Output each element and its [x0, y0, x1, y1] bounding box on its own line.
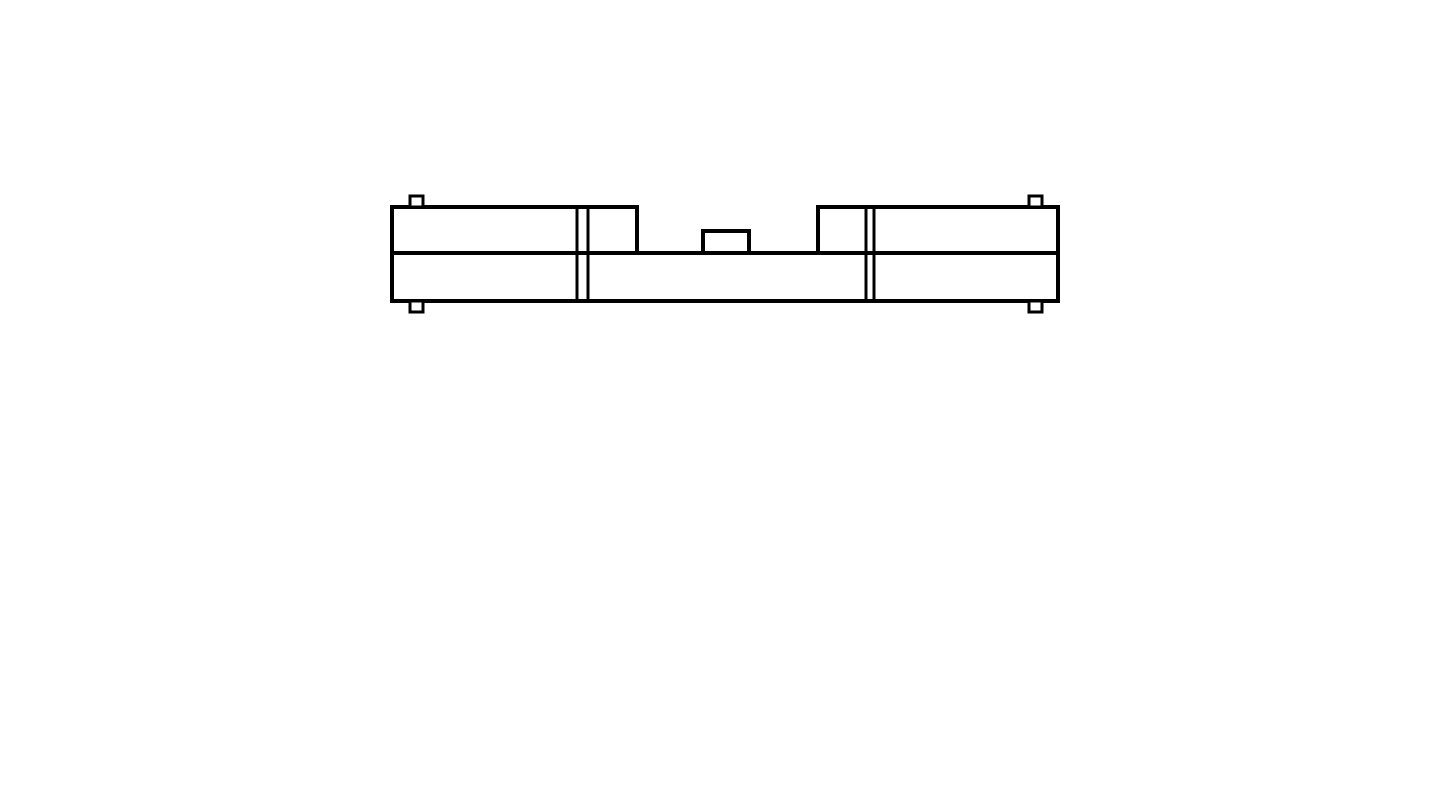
mount-tab-right-top — [1029, 196, 1042, 207]
connector-diagram — [0, 0, 1456, 360]
connector-latch — [703, 231, 749, 253]
mount-tab-right-bottom — [1029, 301, 1042, 312]
mount-tab-left-top — [410, 196, 423, 207]
mount-tab-left-bottom — [410, 301, 423, 312]
connector-outline — [392, 207, 818, 255]
